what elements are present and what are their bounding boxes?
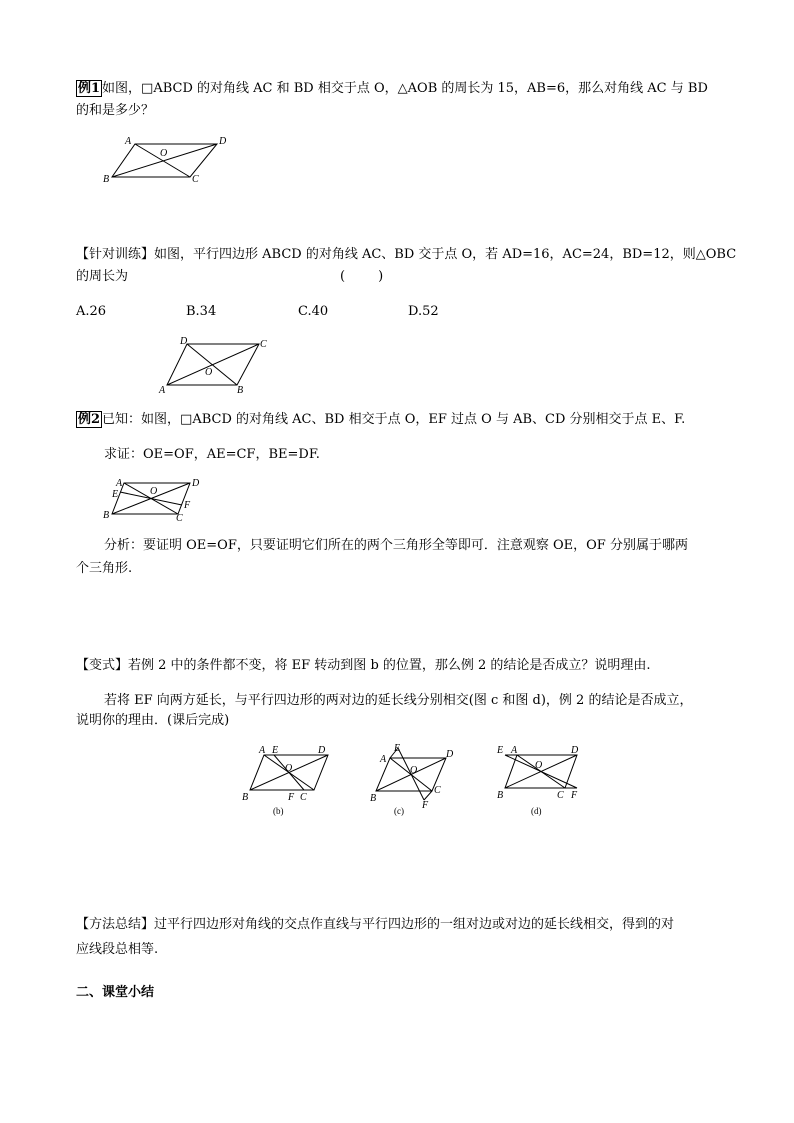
option-a: A.26 — [76, 304, 107, 319]
ex2-label-e: E — [112, 489, 119, 500]
fig-c-label-f: F — [422, 800, 429, 811]
ex1-tag: 例1 — [78, 81, 101, 96]
fig-c-label-d: D — [446, 749, 454, 760]
practice-label-a: A — [159, 385, 166, 396]
option-d: D.52 — [408, 304, 439, 319]
ex2-tag: 例2 — [78, 412, 101, 427]
fig-c-label-c: C — [434, 785, 441, 796]
fig-c-label-e: E — [394, 743, 401, 754]
fig-c-extend-cf — [424, 791, 432, 800]
option-c: C.40 — [298, 304, 329, 319]
answer-paren: ( ) — [340, 269, 384, 284]
variant-figure-c — [370, 744, 470, 819]
practice-label-c: C — [260, 339, 267, 350]
ex1-figure — [100, 132, 225, 187]
method-line2: 应线段总相等. — [76, 942, 159, 957]
ex1-label-b: B — [103, 174, 110, 185]
ex2-label-b: B — [103, 510, 110, 521]
variant-line2: 若将 EF 向两方延长，与平行四边形的两对边的延长线分别相交(图 c 和图 d)，例 2 的结论是否成立， — [104, 693, 693, 708]
fig-c-label-a: A — [380, 754, 387, 765]
fig-d-label-e: E — [497, 745, 504, 756]
fig-b-label-e: E — [272, 745, 279, 756]
fig-b-label-a: A — [259, 745, 266, 756]
ex2-analysis1: 分析：要证明 OE=OF，只要证明它们所在的两个三角形全等即可．注意观察 OE，OF 分别属于哪两 — [104, 538, 688, 553]
fig-c-label-b: B — [370, 793, 377, 804]
method-line1: 【方法总结】过平行四边形对角线的交点作直线与平行四边形的一组对边或对边的延长线相交，得到的对 — [76, 917, 675, 932]
summary-heading: 二、课堂小结 — [76, 985, 155, 1000]
ex2-text: 已知：如图，□ABCD 的对角线 AC、BD 相交于点 O，EF 过点 O 与 AB、CD 分别相交于点 E、F. — [102, 412, 686, 427]
fig-b-label-b: B — [242, 792, 249, 803]
ex2-figure — [100, 476, 210, 524]
fig-d-label-d: D — [571, 745, 579, 756]
practice-line1: 【针对训练】如图，平行四边形 ABCD 的对角线 AC、BD 交于点 O，若 AD=16，AC=24，BD=12，则△OBC — [76, 247, 737, 262]
ex2-label-d: D — [192, 478, 200, 489]
ex1-label-a: A — [125, 136, 132, 147]
fig-d-label-a: A — [511, 745, 518, 756]
ex2-label-a: A — [116, 478, 123, 489]
ex1-line2: 的和是多少？ — [76, 103, 155, 118]
ex1-label-o: O — [160, 148, 168, 159]
practice-diagonal-bd — [187, 344, 237, 385]
variant-figure-b — [240, 744, 340, 819]
fig-b-caption: (b) — [273, 806, 284, 816]
fig-d-caption: (d) — [531, 806, 542, 816]
ex2-analysis2: 个三角形. — [76, 561, 133, 576]
fig-d-label-o: O — [535, 760, 543, 771]
option-b: B.34 — [186, 304, 217, 319]
fig-b-label-o: O — [285, 763, 293, 774]
ex1-line1 — [76, 80, 708, 98]
ex2-label-f: F — [184, 500, 191, 511]
fig-d-label-b: B — [497, 790, 504, 801]
variant-figure-d — [495, 744, 595, 819]
practice-label-o: O — [205, 367, 213, 378]
fig-b-label-c: C — [300, 792, 307, 803]
fig-c-caption: (c) — [394, 806, 404, 816]
practice-diagonal-ac — [167, 344, 259, 385]
practice-label-b: B — [237, 385, 244, 396]
ex1-label-c: C — [192, 174, 199, 185]
ex2-line1 — [76, 411, 685, 429]
ex2-prove: 求证：OE=OF，AE=CF，BE=DF. — [104, 447, 320, 462]
practice-figure — [155, 333, 275, 395]
variant-line1: 【变式】若例 2 中的条件都不变，将 EF 转动到图 b 的位置，那么例 2 的结论是否成立？说明理由. — [76, 658, 651, 673]
practice-label-d: D — [180, 336, 188, 347]
ex1-label-d: D — [219, 136, 227, 147]
variant-line3: 说明你的理由．(课后完成) — [76, 713, 230, 728]
fig-c-label-o: O — [410, 765, 418, 776]
ex2-label-o: O — [150, 486, 158, 497]
fig-d-label-c: C — [557, 790, 564, 801]
fig-b-label-d: D — [318, 745, 326, 756]
practice-line2: 的周长为 — [76, 269, 129, 284]
ex2-label-c: C — [176, 513, 183, 524]
ex1-text: 如图，□ABCD 的对角线 AC 和 BD 相交于点 O，△AOB 的周长为 15，AB=6，那么对角线 AC 与 BD — [102, 81, 708, 96]
fig-d-label-f: F — [571, 790, 578, 801]
fig-b-label-f: F — [288, 792, 295, 803]
